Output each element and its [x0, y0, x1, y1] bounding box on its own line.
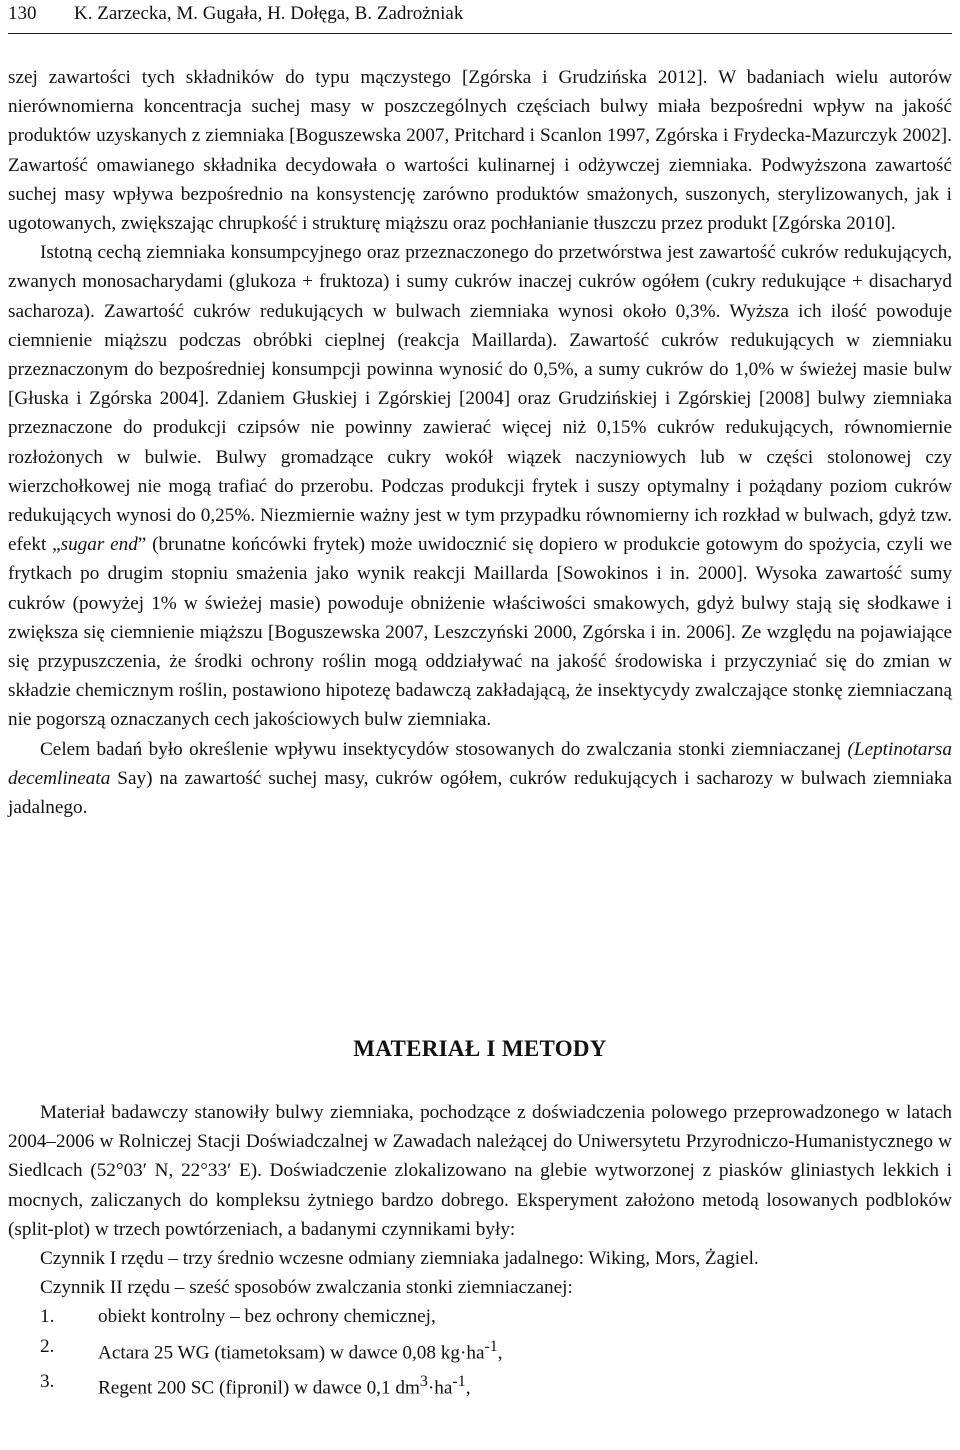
running-head-authors: K. Zarzecka, M. Gugała, H. Dołęga, B. Zadrożniak	[74, 3, 464, 24]
paragraph	[8, 238, 952, 734]
superscript: 3	[419, 1373, 428, 1391]
factor-2: Czynnik II rzędu – sześć sposobów zwalczania stonki ziemniaczanej:	[40, 1277, 573, 1299]
superscript: -1	[484, 1337, 498, 1355]
factor-1: Czynnik I rzędu – trzy średnio wczesne odmiany ziemniaka jadalnego: Wiking, Mors, Żagiel.	[40, 1248, 759, 1270]
italic-term: sugar end	[60, 534, 138, 556]
list-text-part: Regent 200 SC (fipronil) w dawce 0,1 dm	[98, 1377, 420, 1399]
list-text	[98, 1332, 952, 1368]
paragraph: Materiał badawczy stanowiły bulwy ziemniaka, pochodzące z doświadczenia polowego przeprowadzonego w latach 2004–2006 w Rolniczej Stacji Doświadczalnej w Zawadach należącej do Uniwersytetu Przyrodniczo-Humanistycznego w Siedlcach (52°03′ N, 22°33′ E). Doświadczenie zlokalizowano na glebie wytworzonej z piasków gliniastych lekkich i mocnych, zaliczanych do kompleksu żytniego bardzo dobrego. Eksperyment założono metodą losowanych podbloków (split-plot) w trzech powtórzeniach, a badanymi czynnikami były:	[8, 1102, 952, 1240]
header-rule	[8, 33, 952, 34]
paragraph	[8, 735, 952, 823]
list-text-part: ,	[465, 1377, 471, 1399]
list-text: obiekt kontrolny – bez ochrony chemicznej,	[98, 1306, 436, 1328]
body-text	[8, 63, 952, 822]
list-number: 2.	[40, 1335, 55, 1357]
running-head	[8, 0, 952, 28]
methods-text	[8, 1098, 952, 1403]
paragraph-text: Istotną cechą ziemniaka konsumpcyjnego oraz przeznaczonego do przetwórstwa jest zawartość cukrów redukujących, zwanych monosacharydami (glukoza + fruktoza) i sumy cukrów inaczej cukrów ogółem (cukry redukujące + disacharyd sacharoza). Zawartość cukrów redukujących w bulwach ziemniaka wynosi około 0,3%. Wyższa ich ilość powoduje ciemnienie miąższu podczas obróbki cieplnej (reakcja Maillarda). Zawartość cukrów redukujących w ziemniaku przeznaczonym do bezpośredniej konsumpcji powinna wynosić do 0,5%, a sumy cukrów do 1,0% w świeżej masie bulw [Głuska i Zgórska 2004]. Zdaniem Głuskiej i Zgórskiej [2004] oraz Grudzińskiej i Zgórskiej [2008] bulwy ziemniaka przeznaczone do produkcji czipsów nie powinny zawierać więcej niż 0,15% cukrów redukujących, równomiernie rozłożonych w bulwie. Bulwy gromadzące cukry wokół wiązek naczyniowych lub w części stolonowej czy wierzchołkowej nie mogą trafiać do przerobu. Podczas produkcji frytek i suszy optymalny i pożądany poziom cukrów redukujących wynosi do 0,25%. Niezmiernie ważny jest w tym przypadku równomierny ich rozkład w bulwach, gdyż tzw. efekt „	[8, 242, 952, 556]
list-number: 3.	[40, 1371, 55, 1393]
list-number: 1.	[40, 1306, 55, 1328]
list-text-part: Actara 25 WG (tiametoksam) w dawce 0,08 kg·ha	[98, 1342, 485, 1364]
list-item	[8, 1302, 952, 1331]
list-text	[98, 1367, 952, 1403]
paragraph-text: Say) na zawartość suchej masy, cukrów ogółem, cukrów redukujących i sacharozy w bulwach ziemniaka jadalnego.	[8, 767, 952, 819]
superscript: -1	[452, 1373, 466, 1391]
species-name: (Leptinotarsa decemlineata	[8, 738, 952, 789]
page-number: 130	[8, 3, 37, 24]
list-text-part: ·ha	[427, 1377, 453, 1399]
paragraph-text: ” (brunatne końcówki frytek) może uwidocznić się dopiero w produkcie gotowym do spożycia, czyli we frytkach po drugim stopniu smażenia jako wynik reakcji Maillarda [Sowokinos i in. 2000]. Wysoka zawartość sumy cukrów (powyżej 1% w świeżej masie) powoduje obniżenie właściwości smakowych, gdyż bulwy stają się słodkawe i zwiększa się ciemnienie miąższu [Boguszewska 2007, Leszczyński 2000, Zgórska i in. 2006]. Ze względu na pojawiające się przypuszczenia, że środki ochrony roślin mogą oddziaływać na jakość środowiska i przyczyniać się do zmian w składzie chemicznym roślin, postawiono hipotezę badawczą zakładającą, że insektycydy zwalczające stonkę ziemniaczaną nie pogorszą oznaczanych cech jakościowych bulw ziemniaka.	[8, 534, 952, 731]
list-text-part: ,	[497, 1342, 503, 1364]
list-item	[8, 1367, 952, 1403]
paragraph-text: Celem badań było określenie wpływu insektycydów stosowanych do zwalczania stonki ziemniaczanej	[40, 738, 848, 760]
paragraph: szej zawartości tych składników do typu mączystego [Zgórska i Grudzińska 2012]. W badaniach wielu autorów nierównomierna koncentracja suchej masy w poszczególnych częściach bulwy miała bezpośredni wpływ na jakość produktów uzyskanych z ziemniaka [Boguszewska 2007, Pritchard i Scanlon 1997, Zgórska i Frydecka-Mazurczyk 2002]. Zawartość omawianego składnika decydowała o wartości kulinarnej i odżywczej ziemniaka. Podwyższona zawartość suchej masy wpływa bezpośrednio na konsystencję zarówno produktów smażonych, suszonych, sterylizowanych, jak i ugotowanych, zwiększając chrupkość i strukturę miąższu oraz pochłanianie tłuszczu przez produkt [Zgórska 2010].	[8, 67, 952, 235]
section-heading: MATERIAŁ I METODY	[353, 1036, 607, 1061]
list-item	[8, 1332, 952, 1368]
